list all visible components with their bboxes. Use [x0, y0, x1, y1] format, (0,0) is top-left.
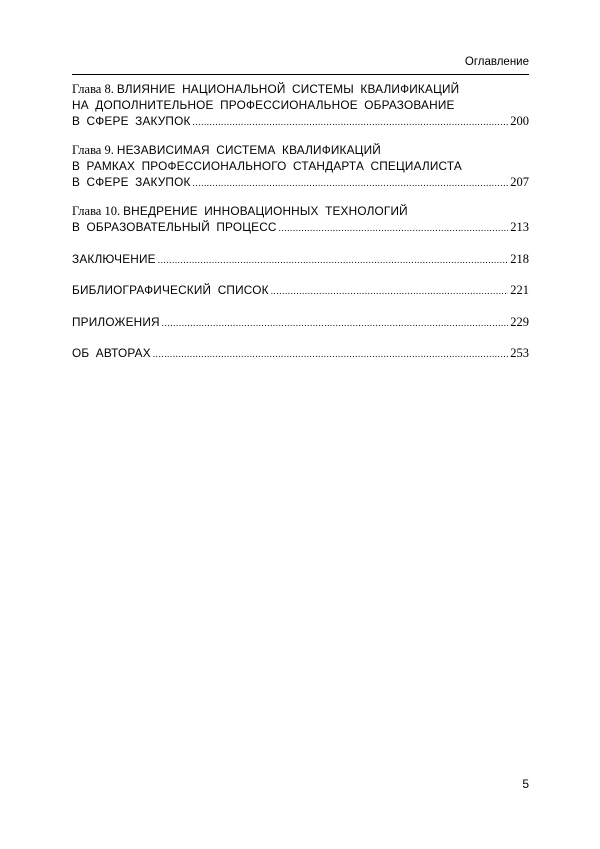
chapter-title-line: ВЛИЯНИЕ НАЦИОНАЛЬНОЙ СИСТЕМЫ КВАЛИФИКАЦИЙ: [116, 82, 460, 96]
chapter-title-line: В СФЕРЕ ЗАКУПОК: [72, 175, 191, 189]
toc-entry-bibliography[interactable]: [72, 282, 529, 299]
chapter-prefix: Глава 10.: [72, 204, 121, 218]
section-title: ЗАКЛЮЧЕНИЕ: [72, 251, 156, 266]
dot-leader: [193, 114, 509, 130]
section-title: ПРИЛОЖЕНИЯ: [72, 314, 160, 329]
chapter-title-line: НА ДОПОЛНИТЕЛЬНОЕ ПРОФЕССИОНАЛЬНОЕ ОБРАЗОВАНИЕ: [72, 98, 455, 112]
toc-page-number: 221: [510, 283, 529, 297]
toc-page-number: 253: [510, 346, 529, 360]
running-header: Оглавление: [464, 56, 529, 68]
header-rule: [72, 74, 529, 75]
dot-leader: [193, 175, 509, 191]
chapter-title-line: НЕЗАВИСИМАЯ СИСТЕМА КВАЛИФИКАЦИЙ: [116, 143, 381, 157]
toc-entry-conclusion[interactable]: [72, 251, 529, 268]
toc-page-number: 229: [510, 314, 529, 329]
dot-leader: [158, 252, 509, 268]
toc-page-number: 200: [510, 114, 529, 128]
chapter-title-line: В РАМКАХ ПРОФЕССИОНАЛЬНОГО СТАНДАРТА СПЕЦИАЛИСТА: [72, 159, 462, 173]
toc-page-number: 218: [510, 251, 529, 266]
dot-leader: [153, 346, 508, 362]
chapter-prefix: Глава 8.: [72, 82, 114, 96]
chapter-title-line: ВНЕДРЕНИЕ ИННОВАЦИОННЫХ ТЕХНОЛОГИЙ: [123, 204, 408, 218]
toc-page-number: 213: [510, 220, 529, 234]
toc-entry-chapter-8[interactable]: [72, 81, 529, 130]
toc-entry-appendices[interactable]: [72, 314, 529, 331]
chapter-title-line: В ОБРАЗОВАТЕЛЬНЫЙ ПРОЦЕСС: [72, 220, 277, 234]
page-number: 5: [522, 777, 529, 791]
chapter-prefix: Глава 9.: [72, 143, 114, 157]
chapter-title-line: В СФЕРЕ ЗАКУПОК: [72, 114, 191, 128]
dot-leader: [279, 220, 509, 236]
dot-leader: [271, 283, 509, 299]
toc-page-number: 207: [510, 175, 529, 189]
dot-leader: [162, 315, 508, 331]
toc-entry-chapter-9[interactable]: [72, 142, 529, 191]
section-title: БИБЛИОГРАФИЧЕСКИЙ СПИСОК: [72, 283, 269, 297]
toc-entry-chapter-10[interactable]: [72, 203, 529, 236]
table-of-contents: [72, 81, 529, 377]
section-title: ОБ АВТОРАХ: [72, 346, 151, 360]
toc-entry-about-authors[interactable]: [72, 345, 529, 362]
